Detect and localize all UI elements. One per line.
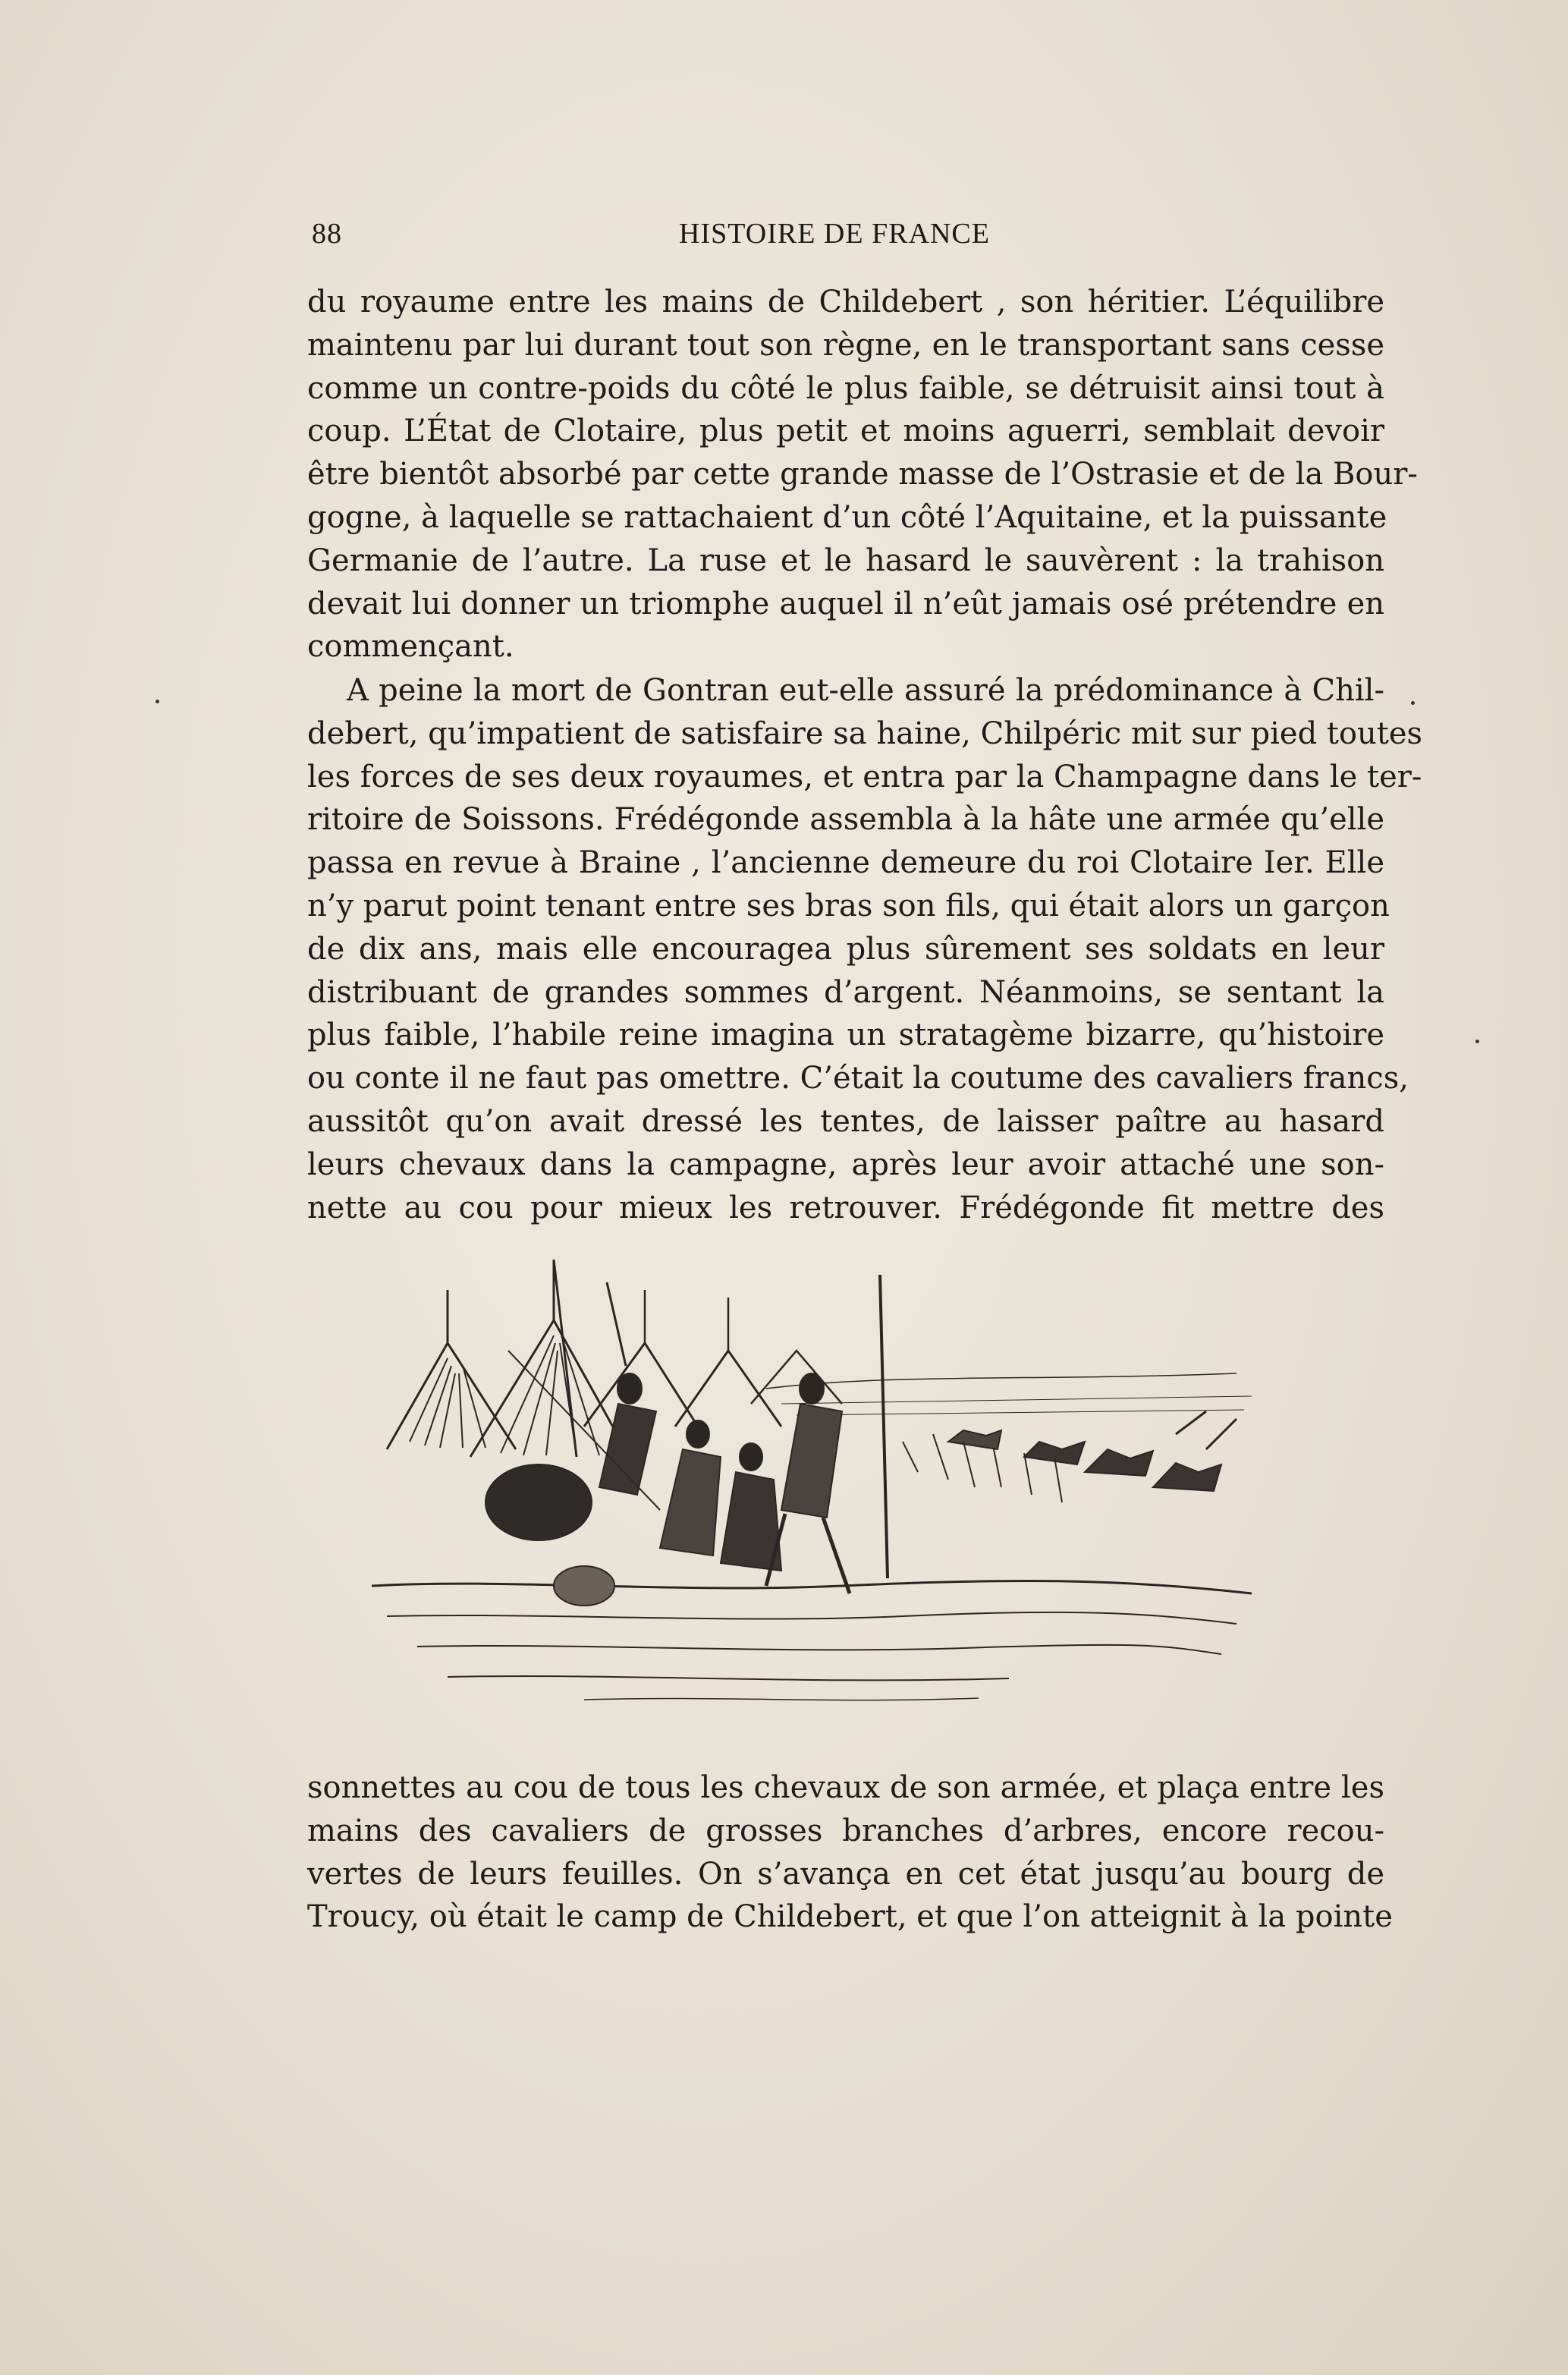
text-line: les forces de ses deux royaumes, et entra par la Champagne dans le ter- [307,759,1422,794]
running-head [307,217,1384,255]
paragraph-gontran [307,669,1423,1229]
text-line: plus faible, l’habile reine imagina un stratagème bizarre, qu’histoire [307,1018,1384,1053]
text-line: A peine la mort de Gontran eut-elle assuré la prédominance à Chil- [347,673,1384,708]
text-line: mains des cavaliers de grosses branches d’arbres, encore recou- [307,1813,1384,1848]
text-line: debert, qu’impatient de satisfaire sa haine, Chilpéric mit sur pied toutes [307,716,1423,751]
camp-engraving-drawing [357,1260,1290,1715]
text-line: vertes de leurs feuilles. On s’avança en cet état jusqu’au bourg de [307,1856,1384,1892]
text-line: n’y parut point tenant entre ses bras son fils, qui était alors un garçon [307,888,1390,923]
text-line: leurs chevaux dans la campagne, après leur avoir attaché une son- [307,1147,1384,1182]
text-line: passa en revue à Braine , l’ancienne demeure du roi Clotaire Ier. Elle [307,845,1384,881]
paper-speck [156,700,159,703]
text-line: ou conte il ne faut pas omettre. C’était la coutume des cavaliers francs, [307,1061,1409,1096]
page-number: 88 [312,218,342,250]
text-line: Troucy, où était le camp de Childebert, et que l’on atteignit à la pointe [307,1899,1393,1935]
text-line: commençant. [307,629,514,665]
text-line: gogne, à laquelle se rattachaient d’un côté l’Aquitaine, et la puissante [307,499,1387,535]
text-line: maintenu par lui durant tout son règne, en le transportant sans cesse [307,327,1384,363]
text-line: être bientôt absorbé par cette grande masse de l’Ostrasie et de la Bour- [307,457,1418,492]
text-line: du royaume entre les mains de Childebert , son héritier. L’équilibre [307,285,1384,319]
camp-engraving [357,1260,1290,1715]
text-line: nette au cou pour mieux les retrouver. Frédégonde fit mettre des [307,1190,1384,1225]
text-line: comme un contre-poids du côté le plus faible, se détruisit ainsi tout à [307,370,1384,406]
text-line: distribuant de grandes sommes d’argent. Néanmoins, se sentant la [307,974,1384,1010]
running-title: HISTOIRE DE FRANCE [679,218,990,250]
paragraph-after-illustration [307,1766,1393,1939]
text-line: de dix ans, mais elle encouragea plus sûrement ses soldats en leur [307,931,1384,967]
text-line: sonnettes au cou de tous les chevaux de son armée, et plaça entre les [307,1770,1384,1805]
text-line: coup. L’État de Clotaire, plus petit et moins aguerri, semblait devoir [307,414,1384,449]
text-line: devait lui donner un triomphe auquel il n’eût jamais osé prétendre en [307,586,1384,621]
text-line: ritoire de Soissons. Frédégonde assembla à la hâte une armée qu’elle [307,802,1384,838]
text-line: Germanie de l’autre. La ruse et le hasard le sauvèrent : la trahison [307,543,1384,578]
paper-speck [1411,701,1415,705]
paper-speck [1475,1040,1479,1043]
text-line: aussitôt qu’on avait dressé les tentes, de laisser paître au hasard [307,1103,1384,1139]
paragraph-continuation [307,281,1418,668]
